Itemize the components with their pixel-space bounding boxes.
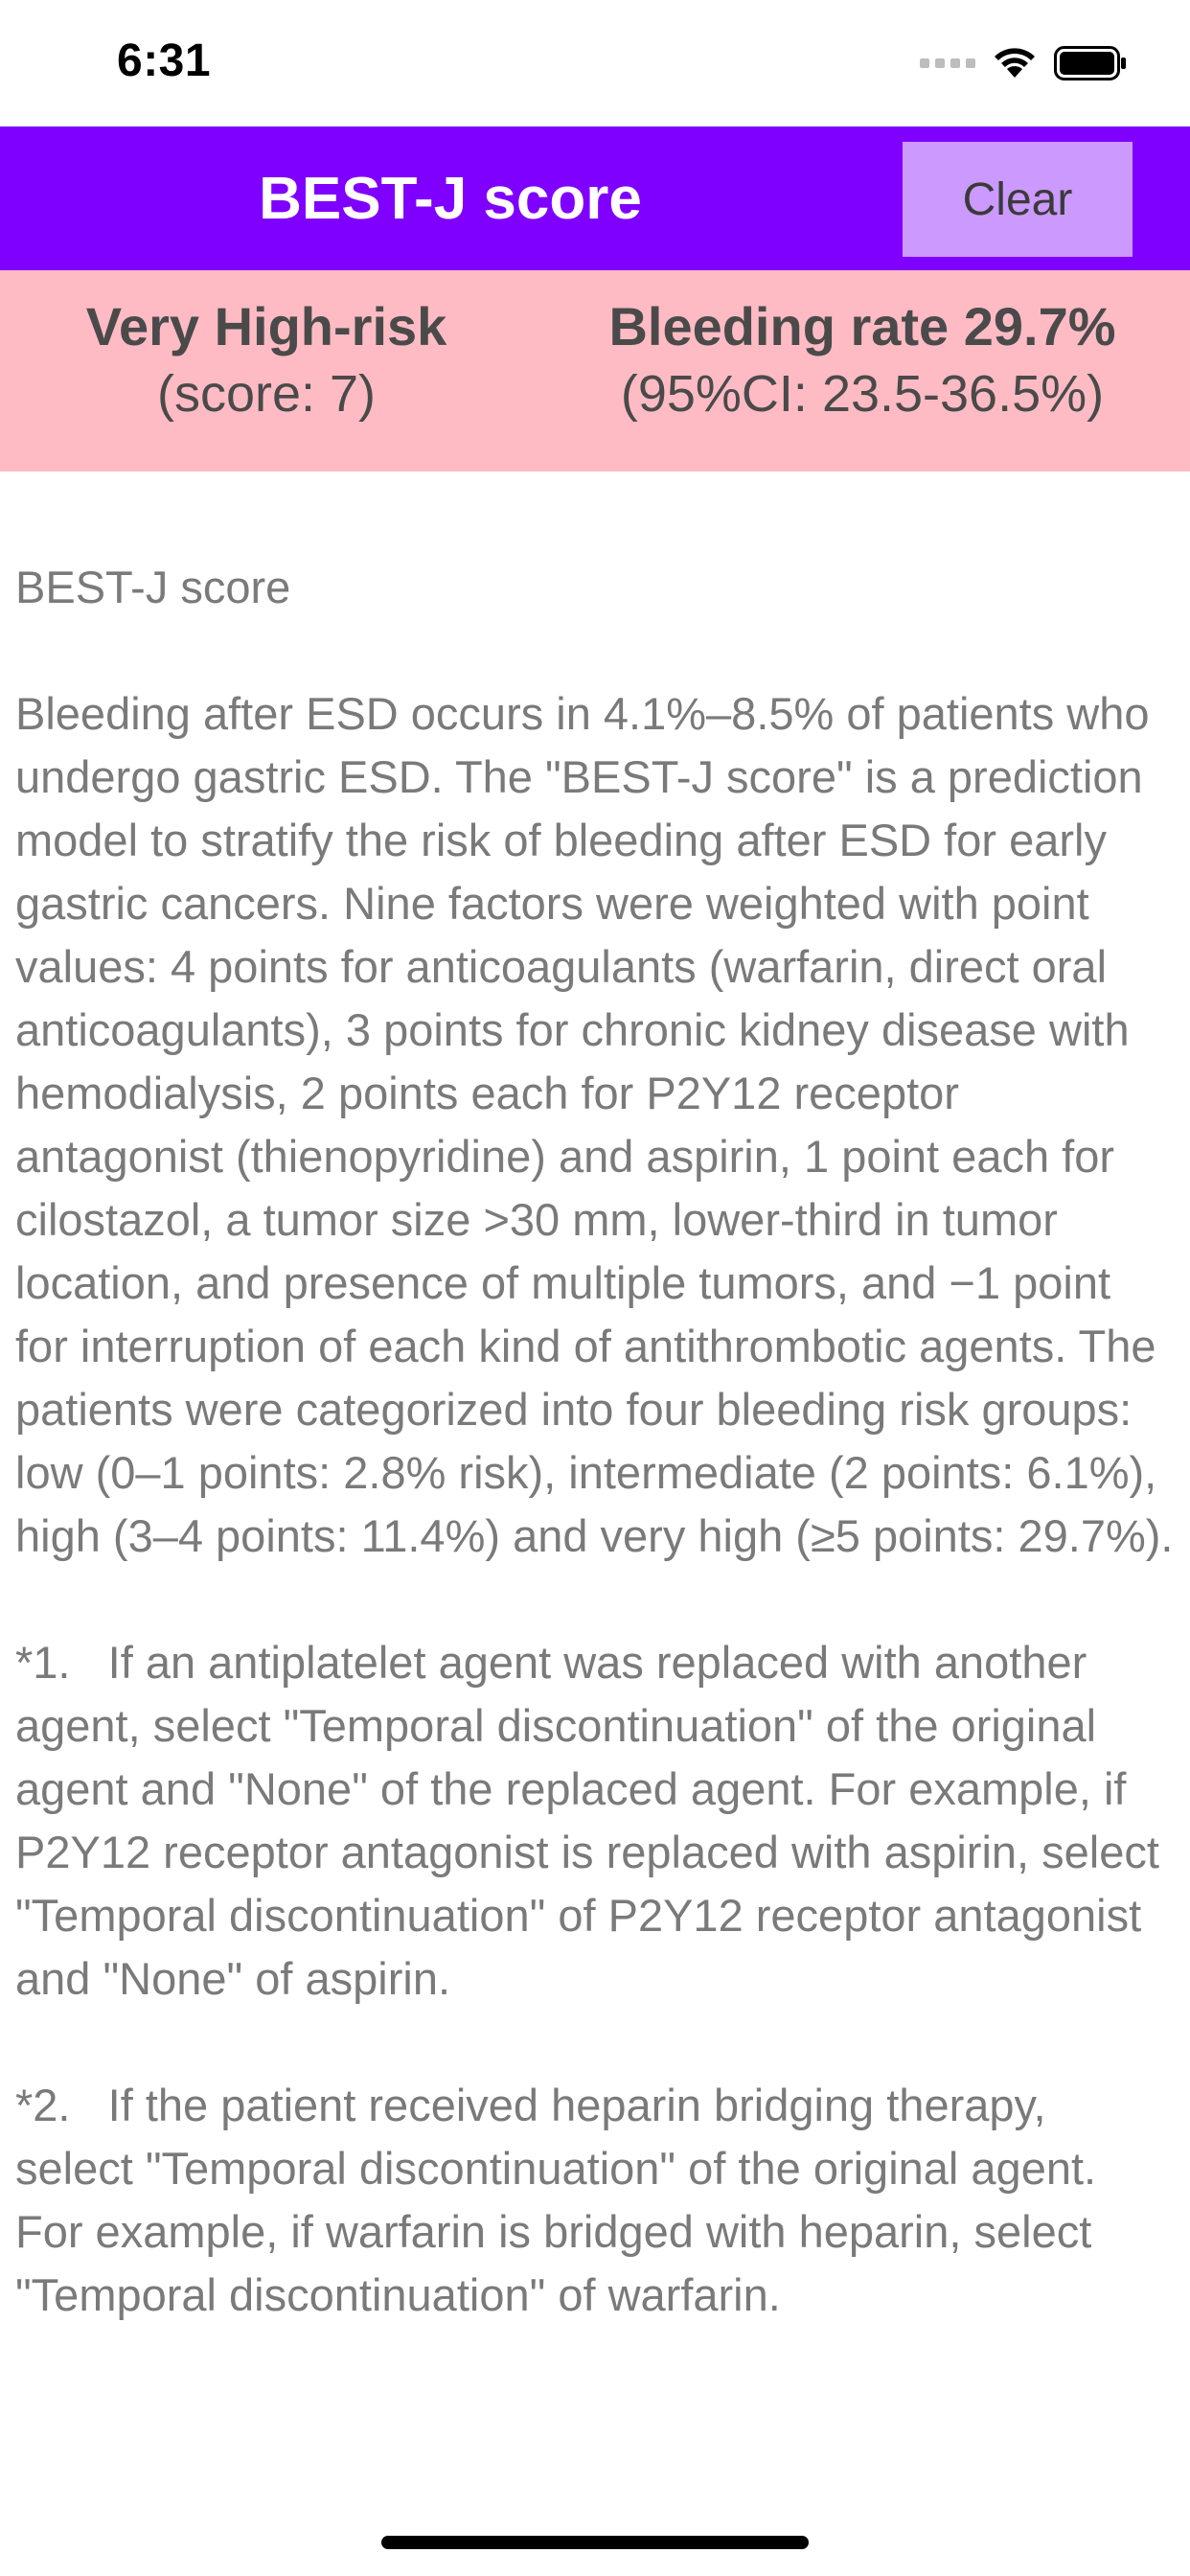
score-text: (score: 7) [156,365,377,423]
risk-summary [0,293,533,427]
battery-icon [1054,46,1127,80]
status-time: 6:31 [117,35,212,86]
footnote-2: *2. If the patient received heparin bridging therapy, select "Temporal discontinuation" of the original agent. For example, if warfarin is bridged with heparin, select "Temporal discontinuation" of warfarin. [15,2080,1110,2320]
content-heading: BEST-J score [15,562,291,612]
footnote-1: *1. If an antiplatelet agent was replaced with another agent, select "Temporal discontinuation" of the original agent and "None" of the replaced agent. For example, if P2Y12 receptor antagonist is replaced with aspirin, select "Temporal discontinuation" of P2Y12 receptor antagonist and "None" of aspirin. [15,1637,1172,2004]
app-header [0,126,1190,270]
confidence-interval-text: (95%CI: 23.5-36.5%) [620,365,1105,423]
wifi-icon [993,47,1037,80]
page-title: BEST-J score [259,165,642,232]
status-icons [920,42,1127,84]
bleeding-rate-label: Bleeding rate 29.7% [608,296,1116,356]
description-content [15,556,1175,2390]
signal-dots-icon [920,58,975,68]
clear-button[interactable]: Clear [903,142,1133,257]
result-panel [0,270,1190,472]
status-bar [0,0,1190,126]
bleeding-summary [575,293,1150,427]
content-description: Bleeding after ESD occurs in 4.1%–8.5% of patients who undergo gastric ESD. The "BEST-J score" is a prediction model to stratify the risk of bleeding after ESD for early gastric cancers. Nine factors were weighted with point values: 4 points for anticoagulants (warfarin, direct oral anticoagulants), 3 points for chronic kidney disease with hemodialysis, 2 points each for P2Y12 receptor antagonist (thienopyridine) and aspirin, 1 point each for cilostazol, a tumor size >30 mm, lower-third in tumor location, and presence of multiple tumors, and −1 point for interruption of each kind of antithrombotic agents. The patients were categorized into four bleeding risk groups: low (0–1 points: 2.8% risk), intermediate (2 points: 6.1%), high (3–4 points: 11.4%) and very high (≥5 points: 29.7%). [15,688,1174,1561]
risk-label: Very High-risk [85,296,447,356]
home-indicator[interactable] [381,2536,809,2549]
